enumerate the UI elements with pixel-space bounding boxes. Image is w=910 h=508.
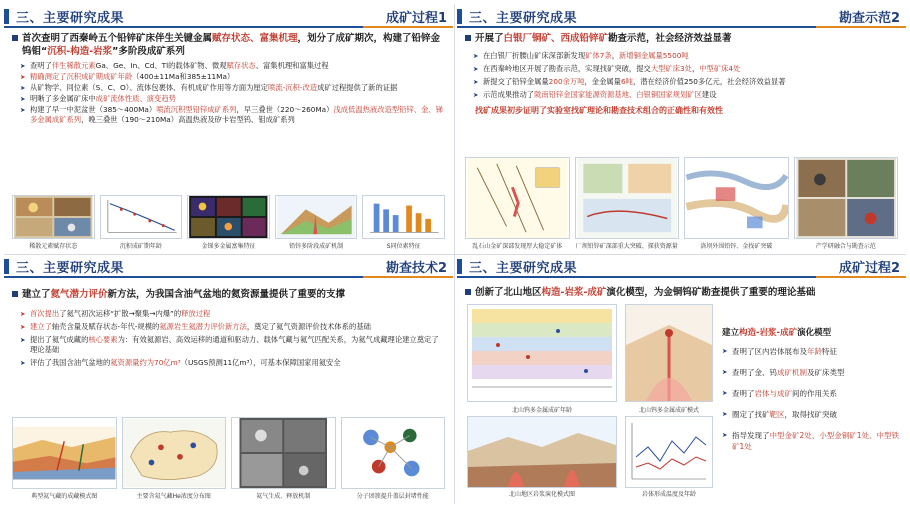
lead-statement <box>457 286 906 299</box>
figure-magma-evolution <box>467 416 617 488</box>
rock-temperature-image <box>626 417 712 487</box>
figure-caption: 岩体形成温度及年龄 <box>641 491 696 498</box>
item-highlight: 首次提出 <box>30 309 60 318</box>
figure <box>187 195 270 250</box>
figure <box>12 195 95 250</box>
bullet-item <box>4 72 453 82</box>
header-bar <box>457 259 462 274</box>
age-plot-image <box>100 195 183 239</box>
item-text: 特征 <box>822 347 837 356</box>
figure <box>575 157 680 250</box>
header-accent <box>363 276 453 278</box>
panel-header <box>4 6 453 28</box>
item-text: 了氦气初次运移“扩散→聚集→内爆”的 <box>59 309 182 318</box>
figure <box>12 417 117 500</box>
panel-header <box>457 6 906 28</box>
item-text: 查明了区内岩体展布及 <box>732 347 807 356</box>
item-text: （USGS预测11亿m³），可基本保障国家用氦安全 <box>180 358 341 367</box>
finding-item <box>722 346 902 357</box>
lead-highlight: 构造-岩浆-成矿 <box>541 287 607 298</box>
bullet-list <box>4 309 453 368</box>
subtitle-number: 2 <box>437 261 447 276</box>
figure <box>465 157 570 250</box>
figure <box>794 157 899 250</box>
item-text: ，晚三叠世（190～210Ma）高温热液及矽卡岩型钨、钼成矿系列 <box>81 115 295 124</box>
figure-caption: 产学研融合与勘查示范 <box>815 243 876 250</box>
item-text: 查明了 <box>732 389 755 398</box>
figure-caption: 洛坝外围铅锌、金找矿突破 <box>700 243 773 250</box>
lead-highlight: 白银厂铜矿、西成铅锌矿 <box>503 33 609 44</box>
item-text: ，金金属量 <box>584 77 621 86</box>
lead-text: 创新了北山地区 <box>475 287 542 298</box>
item-highlight: 岩体与成矿 <box>754 389 792 398</box>
figure-caption: S同位素特征 <box>386 243 421 250</box>
item-highlight: 精确测定了沉积成矿期成矿年龄 <box>30 72 133 81</box>
bullet-item <box>4 94 453 104</box>
helium-distribution-map <box>122 417 227 489</box>
figure-caption: 分子团簇提升盖层封堵性能 <box>356 493 429 500</box>
section-title: 三、主要研究成果 <box>16 261 125 276</box>
figure-caption: 铅锌多阶段成矿机制 <box>289 243 344 250</box>
item-text: 及矿床类型 <box>807 368 845 377</box>
lead-highlight: 沉积-构造-岩浆 <box>47 46 113 57</box>
header-accent <box>363 26 453 28</box>
header-bar <box>4 259 9 274</box>
bullet-item <box>457 90 906 100</box>
item-text: 明晰了多金属矿床中 <box>30 94 96 103</box>
item-highlight: 成矿机制 <box>777 368 807 377</box>
figure-caption: 主要含氦气藏He浓度分布图 <box>136 493 211 500</box>
figure-caption: 金锑多金属富集特征 <box>201 243 256 250</box>
figure-strip <box>12 417 445 500</box>
item-highlight: 新增铜金属量5500吨 <box>619 51 689 60</box>
item-text: 成矿过程提供了新的证据 <box>317 83 398 92</box>
item-highlight: 喷流-沉积-改造 <box>268 83 318 92</box>
enrichment-map-image <box>187 195 270 239</box>
header-bar <box>457 9 462 24</box>
subtitle-number: 2 <box>890 261 900 276</box>
figure <box>122 417 227 500</box>
bullet-item <box>457 77 906 87</box>
item-text: ， <box>691 64 700 73</box>
item-highlight: 矿体7条 <box>585 51 612 60</box>
micrograph-image <box>12 195 95 239</box>
item-text: 在西秦岭地区开展了勘查示范，实现找矿突破，提交 <box>483 64 651 73</box>
lead-text: 首次查明了西秦岭五个铅锌矿床伴生关键金属 <box>22 33 213 44</box>
figure-caption: 厂坝铅锌矿深部重大突破、探获资源量 <box>575 243 678 250</box>
header-accent <box>816 26 906 28</box>
item-text: 轴壳含量及赋存状态-年代-规模的 <box>51 322 160 331</box>
panel-header <box>4 256 453 278</box>
item-highlight: 靶区 <box>769 410 785 419</box>
panel-exploration-demo-2 <box>457 6 906 254</box>
panel-subtitle <box>386 257 447 276</box>
isotope-chart-image <box>362 195 445 239</box>
magma-evolution-image <box>468 417 616 487</box>
item-text: （400±11Ma和385±11Ma） <box>132 72 235 81</box>
lead-text: 开展了 <box>475 33 504 44</box>
deposit-map-image <box>575 157 680 239</box>
bullet-item <box>4 105 453 125</box>
horizontal-divider <box>4 254 906 255</box>
lead-statement <box>457 32 906 45</box>
field-photos-image <box>794 157 899 239</box>
section-title: 三、主要研究成果 <box>16 11 125 26</box>
panel-subtitle <box>839 7 900 26</box>
item-highlight: 建立了 <box>30 322 52 331</box>
figure <box>341 417 446 500</box>
item-highlight: 中型矿床4处 <box>699 64 741 73</box>
item-highlight: 陇南铅锌金国家能源资源基地、白银铜国家规划矿区 <box>534 90 702 99</box>
item-text: 间的作用关系 <box>792 389 837 398</box>
item-text: 建设 <box>701 90 717 99</box>
molecular-cluster-image <box>341 417 446 489</box>
figure-strip <box>465 157 898 250</box>
item-text: 从矿物学、同位素（S、C、O）、流体包裹体、有机成矿作用等方面为厘定 <box>30 83 269 92</box>
lead-text: ，划分了成矿期次，构建了铅锌金钨钼“ <box>22 33 441 57</box>
item-text: 查明了金、钨 <box>732 368 777 377</box>
figure-caption: 北山地区岩浆演化模式图 <box>508 491 575 498</box>
panel-metallogenic-process-1 <box>4 6 453 254</box>
item-highlight: 中型金矿2处、小型金铜矿1处、中型铁矿1处 <box>732 431 900 451</box>
mechanism-diagram-image <box>275 195 358 239</box>
subtitle-text: 成矿过程 <box>838 261 891 276</box>
bullet-item <box>457 51 906 61</box>
subtitle-text: 勘查技术 <box>385 261 438 276</box>
header-accent <box>816 276 906 278</box>
bullet-list <box>4 61 453 125</box>
figure-caption: 稀散元素赋存状态 <box>29 243 78 250</box>
figure-strip <box>12 195 445 250</box>
helium-release-micrograph <box>231 417 336 489</box>
item-text: ，早三叠世（220～260Ma） <box>236 105 334 114</box>
figure-caption: 典型氦气藏的成藏模式图 <box>31 493 98 500</box>
figure-caption: 北山钨多金属成矿年龄 <box>511 407 572 414</box>
header-bar <box>4 9 9 24</box>
figure-caption: 乱石山金矿深部发现厚大稳定矿体 <box>472 243 563 250</box>
lead-text: 演化模型，为金铜钨矿勘查提供了重要的理论基础 <box>606 287 816 298</box>
bullet-item <box>4 358 453 368</box>
lead-highlight: 赋存状态、富集机理 <box>212 33 298 44</box>
age-chart-image <box>468 305 616 401</box>
item-highlight: 年龄 <box>807 347 822 356</box>
figure <box>275 195 358 250</box>
subtitle-number: 2 <box>890 11 900 26</box>
figure-caption: 北山钨多金属成矿模式 <box>638 407 699 414</box>
item-text: ， <box>611 51 619 60</box>
reservoir-model-image <box>12 417 117 489</box>
figure <box>362 195 445 250</box>
orebody-section-image <box>465 157 570 239</box>
item-highlight: 伴生稀散元素 <box>51 61 96 70</box>
item-highlight: 6吨 <box>620 77 633 86</box>
item-text: 新提交了铅锌金属量 <box>483 77 549 86</box>
item-highlight: 释放过程 <box>181 309 211 318</box>
bullet-item <box>4 61 453 71</box>
panel-subtitle <box>839 257 900 276</box>
bullet-item <box>4 335 453 355</box>
bullet-list <box>457 51 906 100</box>
item-text: 在白银厂折腰山矿床深部新发现 <box>483 51 586 60</box>
item-text: 评估了我国含油气盆地的 <box>30 358 111 367</box>
item-text: ，取得找矿突破 <box>784 410 837 419</box>
heading-text: 演化模型 <box>797 328 832 338</box>
item-highlight: 氦源岩生氦潜力评价新方法 <box>159 322 247 331</box>
panel-subtitle <box>386 7 447 26</box>
bullet-item <box>457 64 906 74</box>
item-highlight: 氦资源量约为70亿m³ <box>110 358 181 367</box>
bullet-item <box>4 83 453 93</box>
item-text: 指导发现了 <box>732 431 770 440</box>
item-highlight: 喷流沉积型铅锌成矿系列 <box>156 105 237 114</box>
figure <box>684 157 789 250</box>
lead-statement <box>4 32 453 58</box>
bullet-item <box>4 309 453 319</box>
item-highlight: 大型矿床3处 <box>650 64 692 73</box>
finding-item <box>722 430 902 452</box>
figure <box>100 195 183 250</box>
figure <box>231 417 336 500</box>
lead-text: 新方法，为我国含油气盆地的氦资源量提供了重要的支撑 <box>107 289 346 300</box>
finding-item <box>722 367 902 378</box>
subtitle-text: 成矿过程 <box>385 11 438 26</box>
lead-highlight: 氦气潜力评价 <box>50 289 108 300</box>
item-text: ，潜在经济价值250多亿元，社会经济效益显著 <box>632 77 786 86</box>
item-highlight: 200余万吨 <box>548 77 585 86</box>
bullet-item <box>4 322 453 332</box>
item-text: 查明了 <box>30 61 52 70</box>
item-highlight: 成矿流体性质、演变趋势 <box>95 94 176 103</box>
panel-header <box>457 256 906 278</box>
panel-exploration-tech-2 <box>4 256 453 504</box>
item-highlight: 赋存状态 <box>226 61 256 70</box>
figure-age-chart <box>467 304 617 402</box>
item-highlight: 核心要素 <box>88 335 118 344</box>
lead-statement <box>4 288 453 301</box>
heading-text: 建立 <box>722 328 740 338</box>
lead-text: 勘查示范，社会经济效益显著 <box>608 33 732 44</box>
figure-mineralization-model <box>625 304 713 402</box>
figure-caption: 沉积成矿期年龄 <box>119 243 162 250</box>
item-text: 提出了氦气成藏的 <box>30 335 89 344</box>
lead-text: ”多阶段成矿系列 <box>112 46 185 57</box>
item-text: 构建了早一中泥盆世（385～400Ma） <box>30 105 157 114</box>
model-heading <box>722 326 902 338</box>
figure-caption: 氦气生成、释放机制 <box>256 493 311 500</box>
section-title: 三、主要研究成果 <box>469 11 578 26</box>
item-text: 为：有效氦源岩、高效运移的通道和驱动力、载体气藏与氦气匹配关系，为氦气成藏理论建立奠定了理论基础 <box>30 335 439 354</box>
subtitle-number: 1 <box>437 11 447 26</box>
lead-text: 建立了 <box>22 289 51 300</box>
subtitle-text: 勘查示范 <box>838 11 891 26</box>
item-text: 圈定了找矿 <box>732 410 770 419</box>
conclusion-note: 找矿成果初步证明了实验室找矿理论和勘查技术组合的正确性和有效性 <box>475 106 723 115</box>
item-text: ，奠定了氦气资源评价技术体系的基础 <box>246 322 371 331</box>
finding-item <box>722 388 902 399</box>
model-findings-list <box>722 326 902 462</box>
item-text: 示范成果推动了 <box>483 90 535 99</box>
heading-highlight: 构造-岩浆-成矿 <box>739 328 798 338</box>
item-highlight: 浅成低温热液改造型铅锌、金、锑多金属成矿系列 <box>30 105 443 124</box>
finding-item <box>722 409 902 420</box>
item-text: Ga、Ge、In、Cd、Tl的载体矿物、微观 <box>95 61 227 70</box>
panel-metallogenic-process-2 <box>457 256 906 504</box>
prospect-map-image <box>684 157 789 239</box>
section-title: 三、主要研究成果 <box>469 261 578 276</box>
item-text: 、富集机理和富集过程 <box>255 61 329 70</box>
mineralization-model-image <box>626 305 712 401</box>
figure-rock-temperature <box>625 416 713 488</box>
